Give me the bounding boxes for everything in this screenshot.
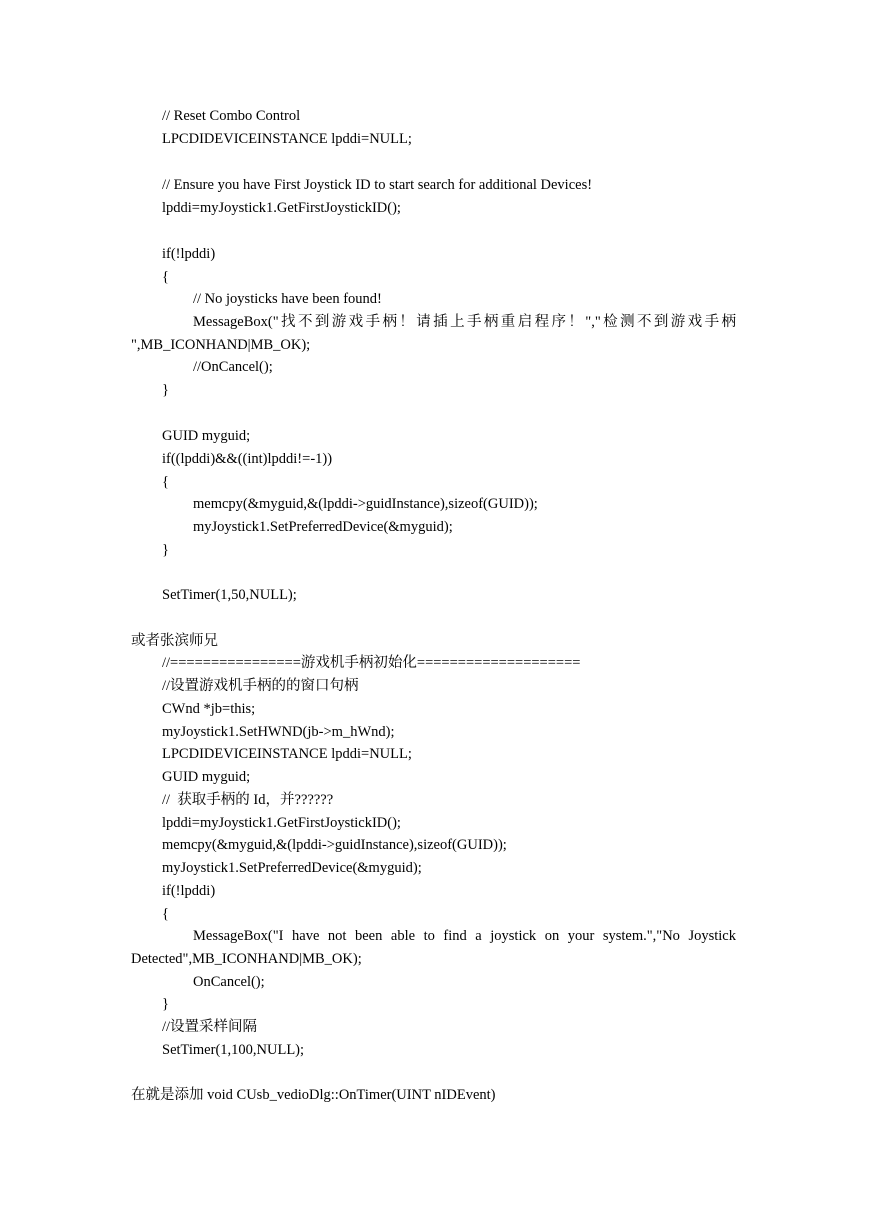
code-line: {	[162, 474, 169, 490]
text-line: 在就是添加 void CUsb_vedioDlg::OnTimer(UINT nIDEvent)	[131, 1087, 496, 1103]
code-line: MessageBox("找不到游戏手柄！请插上手柄重启程序！","检测不到游戏手柄	[193, 314, 736, 330]
code-line: myJoystick1.SetPreferredDevice(&myguid);	[162, 860, 422, 876]
code-line: if(!lpddi)	[162, 246, 216, 262]
code-line: OnCancel();	[193, 974, 265, 990]
code-line: myJoystick1.SetHWND(jb->m_hWnd);	[162, 724, 395, 740]
code-line: LPCDIDEVICEINSTANCE lpddi=NULL;	[162, 746, 412, 762]
code-line: SetTimer(1,100,NULL);	[162, 1042, 305, 1058]
code-line: }	[162, 996, 169, 1012]
code-line: }	[162, 542, 169, 558]
code-line: GUID myguid;	[162, 769, 251, 785]
code-line: memcpy(&myguid,&(lpddi->guidInstance),sizeof(GUID));	[162, 837, 507, 853]
code-line: memcpy(&myguid,&(lpddi->guidInstance),sizeof(GUID));	[193, 496, 538, 512]
code-line: //设置游戏机手柄的的窗口句柄	[162, 678, 359, 694]
code-line: SetTimer(1,50,NULL);	[162, 587, 297, 603]
code-line: //================游戏机手柄初始化====================	[162, 655, 581, 671]
code-line: CWnd *jb=this;	[162, 701, 256, 717]
code-line: //设置采样间隔	[162, 1019, 258, 1035]
code-line: if(!lpddi)	[162, 883, 216, 899]
code-line: Detected",MB_ICONHAND|MB_OK);	[131, 951, 362, 967]
code-line: // 获取手柄的 Id，并??????	[162, 792, 334, 808]
code-line: MessageBox("I have not been able to find a joystick on your system.","No Joystick	[193, 928, 736, 944]
code-line: // Reset Combo Control	[162, 108, 301, 124]
code-line: }	[162, 382, 169, 398]
code-line: //OnCancel();	[193, 359, 273, 375]
code-line: myJoystick1.SetPreferredDevice(&myguid);	[193, 519, 453, 535]
code-line: // Ensure you have First Joystick ID to start search for additional Devices!	[162, 177, 593, 193]
text-line: 或者张滨师兄	[131, 633, 218, 649]
code-line: ",MB_ICONHAND|MB_OK);	[131, 337, 311, 353]
code-line: lpddi=myJoystick1.GetFirstJoystickID();	[162, 200, 401, 216]
code-line: LPCDIDEVICEINSTANCE lpddi=NULL;	[162, 131, 412, 147]
code-line: if((lpddi)&&((int)lpddi!=-1))	[162, 451, 333, 467]
code-line: // No joysticks have been found!	[193, 291, 382, 307]
code-line: GUID myguid;	[162, 428, 251, 444]
code-line: {	[162, 906, 169, 922]
code-line: lpddi=myJoystick1.GetFirstJoystickID();	[162, 815, 401, 831]
code-line: {	[162, 269, 169, 285]
